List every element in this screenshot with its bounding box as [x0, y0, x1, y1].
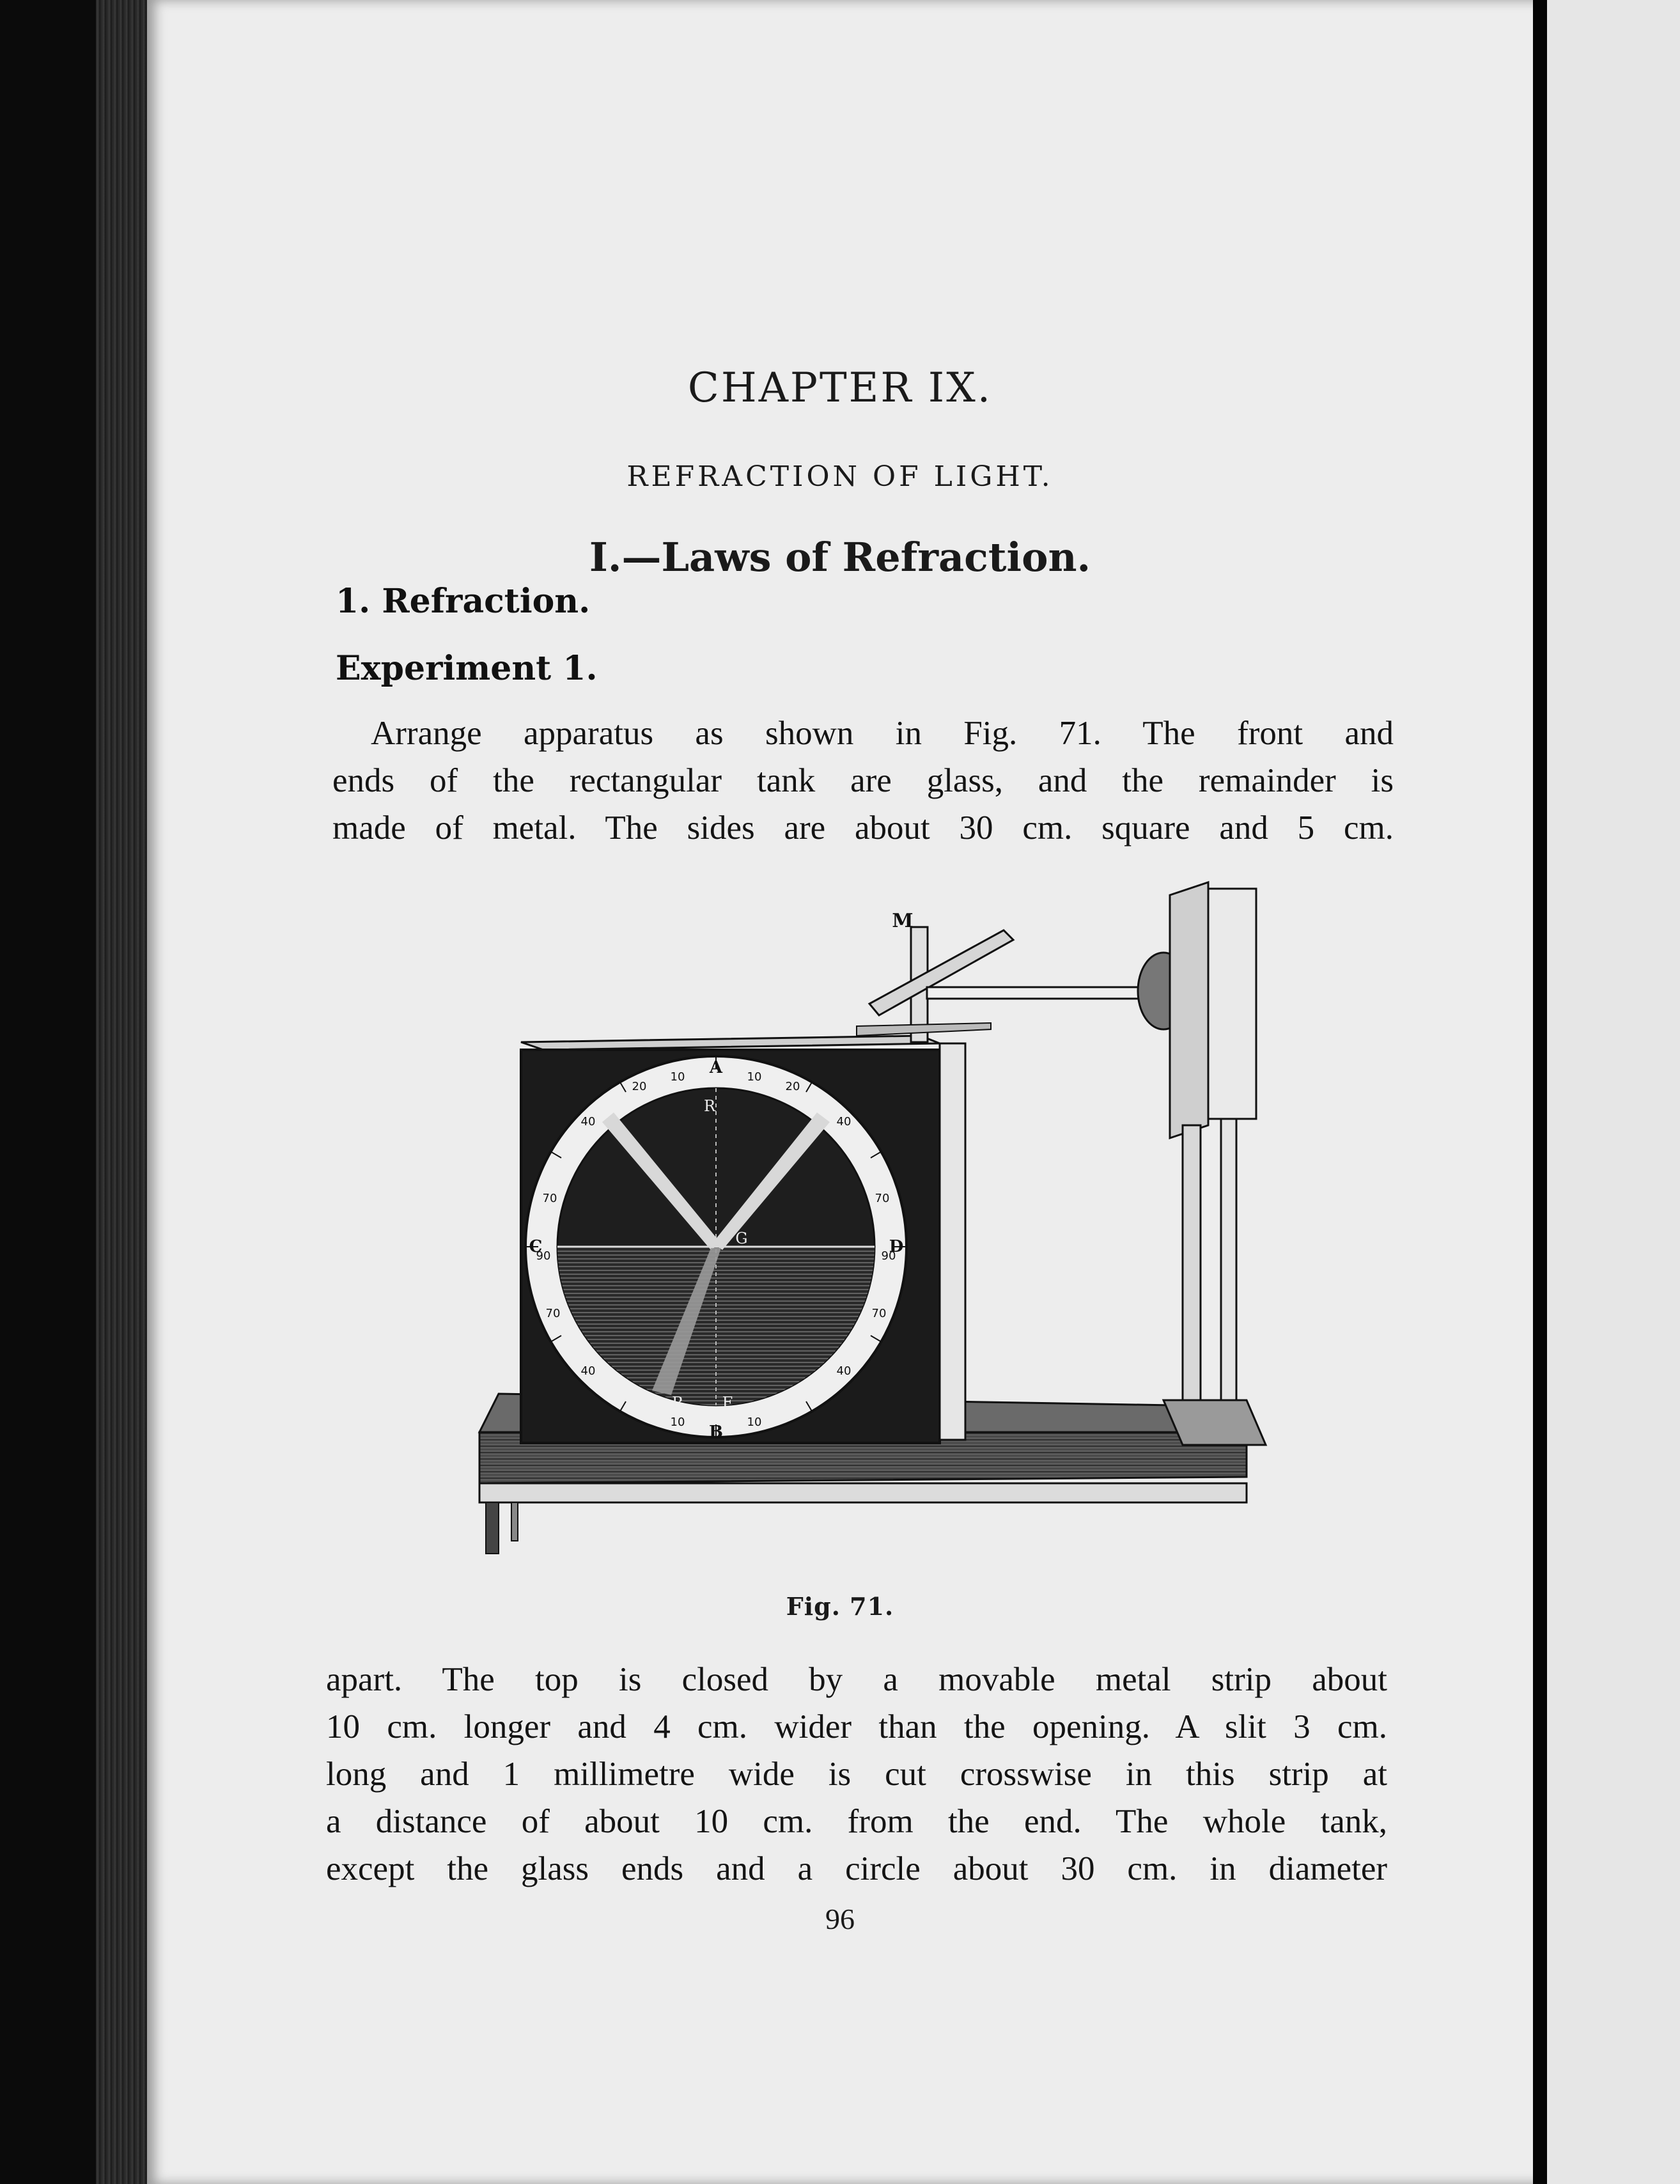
text-line: made of metal. The sides are about 30 cm. square and 5 cm. [332, 809, 1394, 846]
label-b: B [709, 1423, 723, 1442]
section-title: I.—Laws of Refraction. [589, 534, 1091, 581]
experiment-title: Experiment 1. [336, 649, 598, 688]
scale-number: 40 [836, 1115, 852, 1128]
page-number: 96 [825, 1903, 855, 1935]
scale-number: 10 [747, 1416, 762, 1429]
text-line: ends of the rectangular tank are glass, and the remainder is [332, 762, 1394, 799]
label-a: A [709, 1058, 723, 1077]
scale-number: 90 [881, 1249, 896, 1263]
label-m: M [892, 910, 914, 932]
text-line: Arrange apparatus as shown in Fig. 71. The front and [371, 715, 1394, 752]
page-gutter [1533, 0, 1547, 2184]
scale-number: 40 [580, 1115, 596, 1128]
text-line: a distance of about 10 cm. from the end. The whole tank, [326, 1803, 1387, 1840]
tank-side [940, 1043, 965, 1440]
label-r-lower: R [671, 1394, 684, 1412]
table-leg [511, 1502, 518, 1541]
text-line: 10 cm. longer and 4 cm. wider than the opening. A slit 3 cm. [326, 1708, 1387, 1745]
label-c: C [529, 1237, 543, 1256]
text-line: long and 1 millimetre wide is cut crosswise in this strip at [326, 1756, 1387, 1793]
scale-number: 20 [785, 1080, 800, 1093]
scale-number: 70 [875, 1192, 890, 1205]
adjacent-page [1547, 0, 1680, 2184]
scale-number: 70 [542, 1192, 557, 1205]
scale-number: 40 [580, 1364, 596, 1378]
scale-number: 10 [670, 1416, 685, 1429]
scale-number: 10 [747, 1070, 762, 1084]
paragraph-continued [326, 1656, 1387, 1892]
base-edge [479, 1483, 1247, 1502]
subsection-title: 1. Refraction. [336, 582, 591, 621]
label-g: G [735, 1229, 748, 1247]
refraction-apparatus-figure [460, 870, 1279, 1586]
scale-number: 40 [836, 1364, 852, 1378]
figure-caption: Fig. 71. [786, 1592, 894, 1621]
stand-rod [1221, 1119, 1236, 1400]
table-leg [486, 1502, 499, 1554]
paragraph-intro [332, 710, 1394, 852]
label-d: D [889, 1237, 904, 1256]
scale-number: 70 [871, 1307, 887, 1320]
lamp-box [1208, 889, 1256, 1119]
mirror-plate [869, 930, 1013, 1015]
stand-foot [1163, 1400, 1266, 1445]
label-r-upper: R [703, 1097, 716, 1115]
tank-top-edge [521, 1036, 940, 1050]
scale-number: 90 [536, 1249, 551, 1263]
scale-number: 70 [545, 1307, 561, 1320]
chapter-title: CHAPTER IX. [687, 364, 993, 412]
lamp-housing [1170, 882, 1208, 1138]
label-f: F [722, 1394, 733, 1412]
text-line: apart. The top is closed by a movable metal strip about [326, 1661, 1387, 1698]
scale-number: 20 [632, 1080, 647, 1093]
scale-number: 10 [670, 1070, 685, 1084]
text-line: except the glass ends and a circle about 30 cm. in diameter [326, 1850, 1387, 1887]
lamp-arm [927, 987, 1170, 999]
stand-rod [1183, 1125, 1201, 1400]
chapter-subtitle: REFRACTION OF LIGHT. [626, 460, 1054, 493]
